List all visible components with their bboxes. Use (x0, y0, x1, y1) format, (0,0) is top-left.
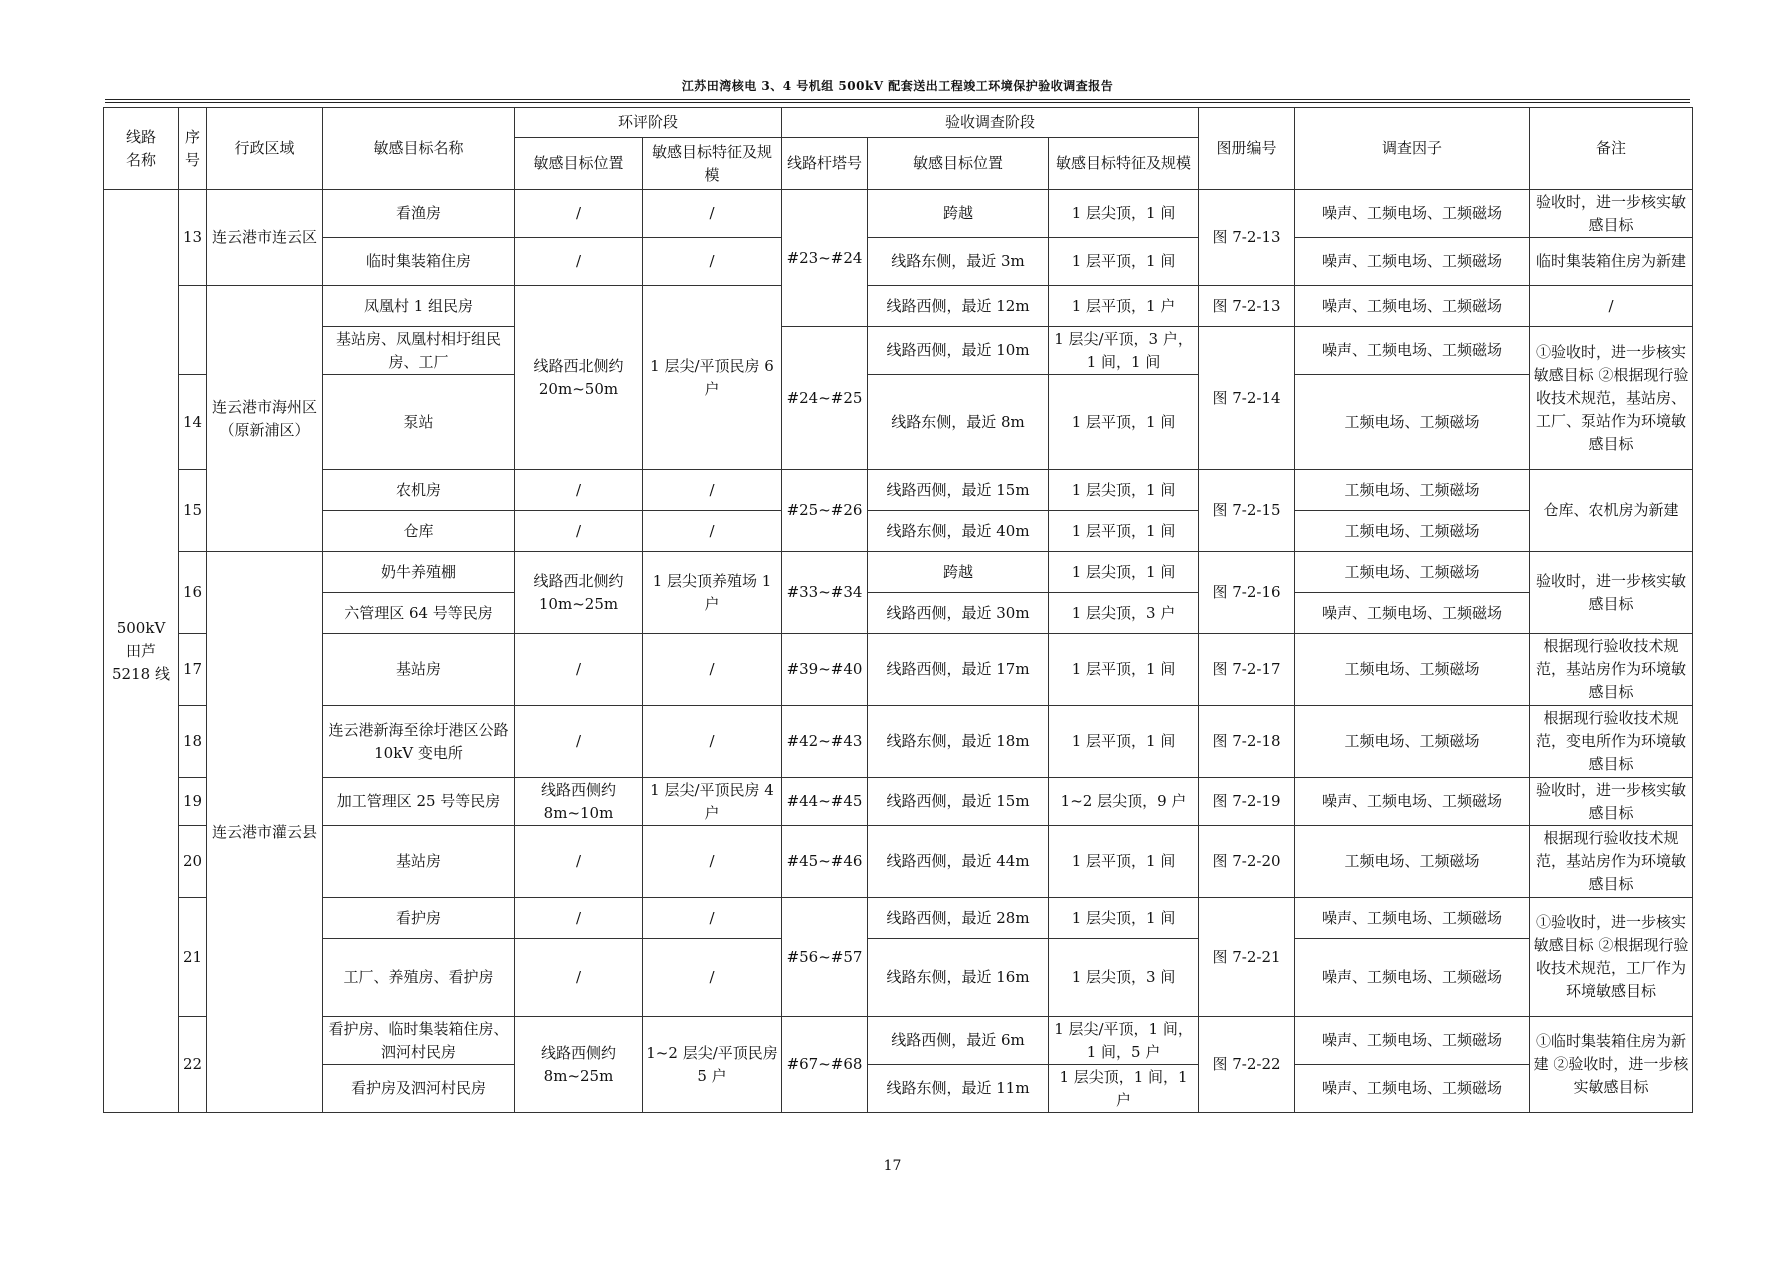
table-row (104, 238, 1693, 286)
target-name-cell: 看渔房 (323, 190, 515, 238)
factors-cell: 工频电场、工频磁场 (1295, 826, 1530, 898)
acc-features-cell: 1 层尖顶，1 间 (1049, 470, 1199, 511)
tower-cell: #39~#40 (782, 634, 868, 706)
eia-features-cell: / (643, 706, 782, 778)
acc-features-cell: 1~2 层尖顶，9 户 (1049, 778, 1199, 826)
seq-cell: 21 (179, 898, 207, 1017)
acc-position-cell: 线路东侧，最近 8m (868, 375, 1049, 470)
col-header-line-name: 线路 名称 (104, 108, 179, 190)
seq-cell: 17 (179, 634, 207, 706)
eia-position-cell: / (515, 190, 643, 238)
factors-cell: 工频电场、工频磁场 (1295, 511, 1530, 552)
factors-cell: 噪声、工频电场、工频磁场 (1295, 778, 1530, 826)
factors-cell: 噪声、工频电场、工频磁场 (1295, 1017, 1530, 1065)
target-name-cell: 基站房 (323, 634, 515, 706)
acc-features-cell: 1 层尖顶，1 间 (1049, 190, 1199, 238)
acc-features-cell: 1 层平顶，1 间 (1049, 238, 1199, 286)
factors-cell: 噪声、工频电场、工频磁场 (1295, 190, 1530, 238)
col-header-eia-stage: 环评阶段 (515, 108, 782, 138)
figure-cell: 图 7-2-16 (1199, 552, 1295, 634)
table-row (104, 511, 1693, 552)
acc-position-cell: 线路东侧，最近 11m (868, 1065, 1049, 1113)
acc-position-cell: 线路西侧，最近 10m (868, 327, 1049, 375)
eia-position-cell: / (515, 898, 643, 939)
col-header-factors: 调查因子 (1295, 108, 1530, 190)
acc-features-cell: 1 层尖/平顶，3 户，1 间，1 间 (1049, 327, 1199, 375)
remark-cell: 验收时，进一步核实敏感目标 (1530, 778, 1693, 826)
acc-features-cell: 1 层尖顶，1 间 (1049, 552, 1199, 593)
table-row (104, 327, 1693, 375)
eia-features-cell: / (643, 511, 782, 552)
table-row (104, 939, 1693, 1017)
target-name-cell: 工厂、养殖房、看护房 (323, 939, 515, 1017)
table-row (104, 634, 1693, 706)
factors-cell: 工频电场、工频磁场 (1295, 552, 1530, 593)
col-header-seq: 序 号 (179, 108, 207, 190)
page-number: 17 (883, 1158, 902, 1174)
table-row (104, 286, 1693, 327)
target-name-cell: 基站房、凤凰村相圩组民房、工厂 (323, 327, 515, 375)
tower-cell: #42~#43 (782, 706, 868, 778)
eia-position-cell: / (515, 706, 643, 778)
acc-features-cell: 1 层平顶，1 户 (1049, 286, 1199, 327)
tower-cell: #56~#57 (782, 898, 868, 1017)
col-header-acc-features: 敏感目标特征及规模 (1049, 138, 1199, 190)
figure-cell: 图 7-2-22 (1199, 1017, 1295, 1113)
remark-cell: 仓库、农机房为新建 (1530, 470, 1693, 552)
col-header-acc-position: 敏感目标位置 (868, 138, 1049, 190)
acc-features-cell: 1 层尖顶，3 间 (1049, 939, 1199, 1017)
acc-position-cell: 跨越 (868, 190, 1049, 238)
region-cell: 连云港市灌云县 (207, 552, 323, 1113)
region-cell: 连云港市连云区 (207, 190, 323, 286)
eia-features-cell: / (643, 190, 782, 238)
seq-cell: 16 (179, 552, 207, 634)
remark-cell: 根据现行验收技术规范，基站房作为环境敏感目标 (1530, 634, 1693, 706)
table-row (104, 552, 1693, 593)
target-name-cell: 凤凰村 1 组民房 (323, 286, 515, 327)
col-header-region: 行政区域 (207, 108, 323, 190)
acc-position-cell: 线路西侧，最近 44m (868, 826, 1049, 898)
eia-features-cell: / (643, 238, 782, 286)
eia-features-cell: / (643, 826, 782, 898)
acc-position-cell: 线路东侧，最近 16m (868, 939, 1049, 1017)
eia-features-cell: / (643, 470, 782, 511)
table-row (104, 1065, 1693, 1113)
eia-features-cell: 1 层尖顶养殖场 1 户 (643, 552, 782, 634)
eia-position-cell: / (515, 238, 643, 286)
eia-position-cell: / (515, 470, 643, 511)
tower-cell: #33~#34 (782, 552, 868, 634)
figure-cell: 图 7-2-17 (1199, 634, 1295, 706)
acc-position-cell: 线路西侧，最近 30m (868, 593, 1049, 634)
figure-cell: 图 7-2-14 (1199, 327, 1295, 470)
seq-cell: 18 (179, 706, 207, 778)
target-name-cell: 临时集装箱住房 (323, 238, 515, 286)
target-name-cell: 看护房 (323, 898, 515, 939)
eia-position-cell: 线路西北侧约 10m~25m (515, 552, 643, 634)
seq-cell: 13 (179, 190, 207, 286)
col-header-acceptance-stage: 验收调查阶段 (782, 108, 1199, 138)
acc-features-cell: 1 层平顶，1 间 (1049, 375, 1199, 470)
acc-position-cell: 线路西侧，最近 17m (868, 634, 1049, 706)
seq-cell: 19 (179, 778, 207, 826)
factors-cell: 噪声、工频电场、工频磁场 (1295, 238, 1530, 286)
target-name-cell: 看护房及泗河村民房 (323, 1065, 515, 1113)
eia-features-cell: / (643, 634, 782, 706)
table-row (104, 190, 1693, 238)
target-name-cell: 农机房 (323, 470, 515, 511)
target-name-cell: 加工管理区 25 号等民房 (323, 778, 515, 826)
acc-position-cell: 跨越 (868, 552, 1049, 593)
acc-position-cell: 线路东侧，最近 18m (868, 706, 1049, 778)
acc-position-cell: 线路西侧，最近 15m (868, 470, 1049, 511)
col-header-eia-features: 敏感目标特征及规模 (643, 138, 782, 190)
seq-cell: 20 (179, 826, 207, 898)
table-row (104, 593, 1693, 634)
remark-cell: 验收时，进一步核实敏感目标 (1530, 190, 1693, 238)
factors-cell: 噪声、工频电场、工频磁场 (1295, 286, 1530, 327)
factors-cell: 噪声、工频电场、工频磁场 (1295, 939, 1530, 1017)
acc-features-cell: 1 层平顶，1 间 (1049, 511, 1199, 552)
seq-cell: 15 (179, 470, 207, 552)
eia-features-cell: 1 层尖/平顶民房 6 户 (643, 286, 782, 470)
eia-features-cell: 1 层尖/平顶民房 4 户 (643, 778, 782, 826)
eia-position-cell: 线路西侧约 8m~25m (515, 1017, 643, 1113)
remark-cell: ①验收时，进一步核实敏感目标 ②根据现行验收技术规范，工厂作为环境敏感目标 (1530, 898, 1693, 1017)
figure-cell: 图 7-2-18 (1199, 706, 1295, 778)
eia-features-cell: / (643, 939, 782, 1017)
tower-cell: #23~#24 (782, 190, 868, 327)
factors-cell: 噪声、工频电场、工频磁场 (1295, 593, 1530, 634)
seq-cell: 22 (179, 1017, 207, 1113)
remark-cell: 根据现行验收技术规范，基站房作为环境敏感目标 (1530, 826, 1693, 898)
figure-cell: 图 7-2-13 (1199, 286, 1295, 327)
acc-features-cell: 1 层平顶，1 间 (1049, 634, 1199, 706)
table-row (104, 1017, 1693, 1065)
remark-cell: 临时集装箱住房为新建 (1530, 238, 1693, 286)
remark-cell: ①临时集装箱住房为新建 ②验收时，进一步核实敏感目标 (1530, 1017, 1693, 1113)
eia-position-cell: 线路西侧约 8m~10m (515, 778, 643, 826)
col-header-target-name: 敏感目标名称 (323, 108, 515, 190)
tower-cell: #67~#68 (782, 1017, 868, 1113)
col-header-remarks: 备注 (1530, 108, 1693, 190)
factors-cell: 工频电场、工频磁场 (1295, 375, 1530, 470)
col-header-tower-no: 线路杆塔号 (782, 138, 868, 190)
acc-features-cell: 1 层尖顶，1 间，1 户 (1049, 1065, 1199, 1113)
figure-cell: 图 7-2-21 (1199, 898, 1295, 1017)
figure-cell: 图 7-2-13 (1199, 190, 1295, 286)
tower-cell: #45~#46 (782, 826, 868, 898)
col-header-eia-position: 敏感目标位置 (515, 138, 643, 190)
acc-features-cell: 1 层尖顶，3 户 (1049, 593, 1199, 634)
acc-position-cell: 线路西侧，最近 15m (868, 778, 1049, 826)
acc-position-cell: 线路西侧，最近 28m (868, 898, 1049, 939)
acc-features-cell: 1 层尖顶，1 间 (1049, 898, 1199, 939)
figure-cell: 图 7-2-20 (1199, 826, 1295, 898)
table-row (104, 470, 1693, 511)
acc-features-cell: 1 层平顶，1 间 (1049, 706, 1199, 778)
target-name-cell: 六管理区 64 号等民房 (323, 593, 515, 634)
eia-position-cell: / (515, 511, 643, 552)
header-rule (105, 99, 1690, 103)
target-name-cell: 基站房 (323, 826, 515, 898)
eia-features-cell: 1~2 层尖/平顶民房 5 户 (643, 1017, 782, 1113)
factors-cell: 工频电场、工频磁场 (1295, 470, 1530, 511)
table-row (104, 778, 1693, 826)
remark-cell: ①验收时，进一步核实敏感目标 ②根据现行验收技术规范，基站房、工厂、泵站作为环境敏感目标 (1530, 327, 1693, 470)
table-row (104, 706, 1693, 778)
acc-features-cell: 1 层平顶，1 间 (1049, 826, 1199, 898)
document-header: 江苏田湾核电 3、4 号机组 500kV 配套送出工程竣工环境保护验收调查报告 (681, 79, 1114, 93)
factors-cell: 工频电场、工频磁场 (1295, 706, 1530, 778)
region-cell: 连云港市海州区（原新浦区） (207, 286, 323, 552)
factors-cell: 噪声、工频电场、工频磁场 (1295, 1065, 1530, 1113)
target-name-cell: 仓库 (323, 511, 515, 552)
eia-position-cell: / (515, 939, 643, 1017)
target-name-cell: 看护房、临时集装箱住房、泗河村民房 (323, 1017, 515, 1065)
table-row (104, 898, 1693, 939)
col-header-figure-no: 图册编号 (1199, 108, 1295, 190)
target-name-cell: 连云港新海至徐圩港区公路 10kV 变电所 (323, 706, 515, 778)
target-name-cell: 泵站 (323, 375, 515, 470)
factors-cell: 噪声、工频电场、工频磁场 (1295, 327, 1530, 375)
acc-position-cell: 线路东侧，最近 3m (868, 238, 1049, 286)
eia-features-cell: / (643, 898, 782, 939)
factors-cell: 噪声、工频电场、工频磁场 (1295, 898, 1530, 939)
table-row (104, 375, 1693, 470)
seq-cell (179, 286, 207, 375)
figure-cell: 图 7-2-19 (1199, 778, 1295, 826)
line-name-cell: 500kV 田芦 5218 线 (104, 190, 179, 1113)
tower-cell: #25~#26 (782, 470, 868, 552)
eia-position-cell: 线路西北侧约 20m~50m (515, 286, 643, 470)
eia-position-cell: / (515, 634, 643, 706)
figure-cell: 图 7-2-15 (1199, 470, 1295, 552)
acc-features-cell: 1 层尖/平顶，1 间，1 间，5 户 (1049, 1017, 1199, 1065)
tower-cell: #24~#25 (782, 327, 868, 470)
seq-cell: 14 (179, 375, 207, 470)
eia-position-cell: / (515, 826, 643, 898)
remark-cell: 验收时，进一步核实敏感目标 (1530, 552, 1693, 634)
remark-cell: / (1530, 286, 1693, 327)
table-row (104, 826, 1693, 898)
remark-cell: 根据现行验收技术规范，变电所作为环境敏感目标 (1530, 706, 1693, 778)
acc-position-cell: 线路西侧，最近 12m (868, 286, 1049, 327)
acc-position-cell: 线路西侧，最近 6m (868, 1017, 1049, 1065)
factors-cell: 工频电场、工频磁场 (1295, 634, 1530, 706)
tower-cell: #44~#45 (782, 778, 868, 826)
sensitive-target-table (103, 107, 1693, 1113)
acc-position-cell: 线路东侧，最近 40m (868, 511, 1049, 552)
target-name-cell: 奶牛养殖棚 (323, 552, 515, 593)
